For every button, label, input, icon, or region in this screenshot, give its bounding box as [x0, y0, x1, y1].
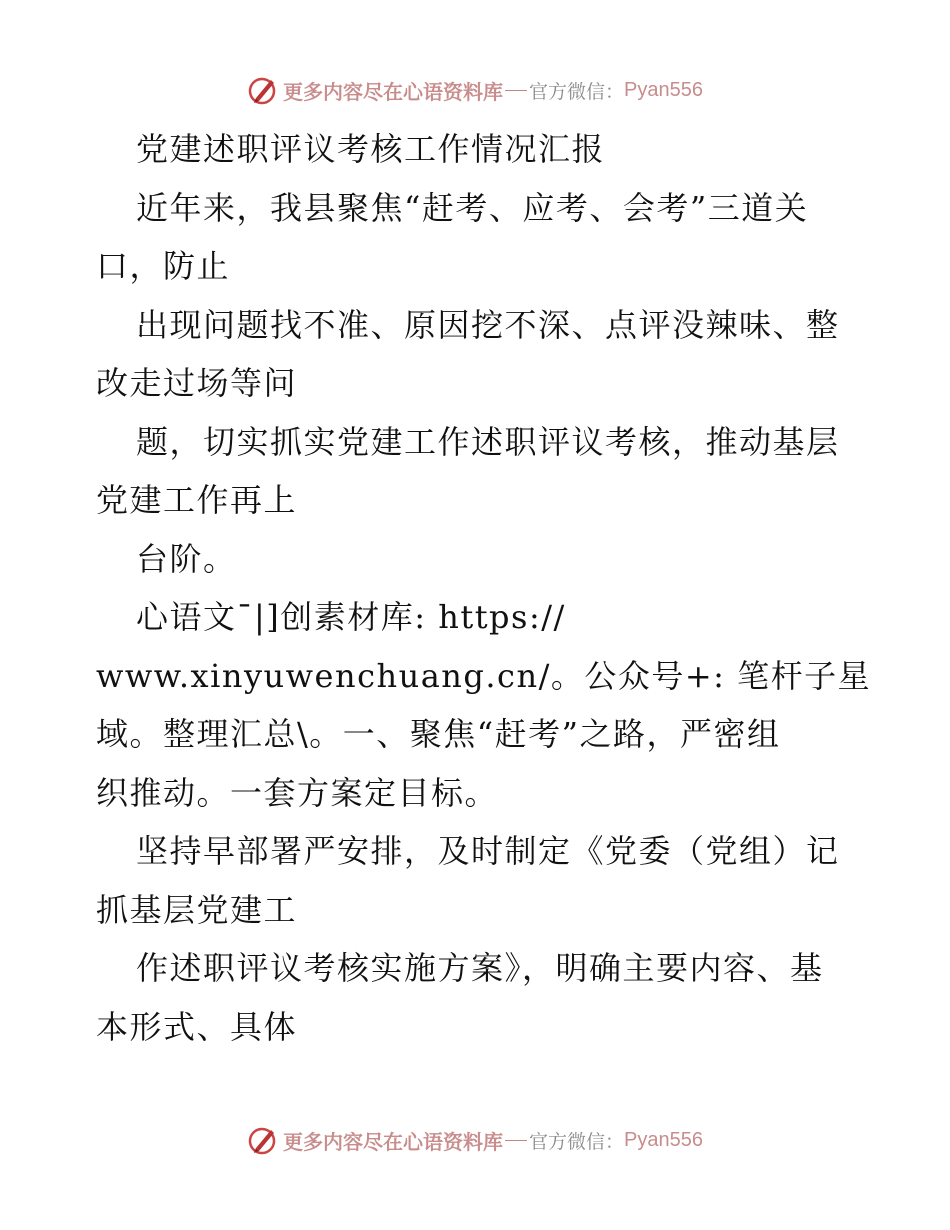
- text-line: 出现问题找不准、原因挖不深、点评没辣味、整: [136, 305, 840, 344]
- document-body: [96, 120, 872, 1056]
- banner-wechat-label: 官方微信：: [529, 80, 625, 103]
- banner-dash: [505, 90, 527, 91]
- pen-logo-icon: [247, 74, 279, 106]
- text-line: 口，防止: [96, 247, 231, 285]
- banner-main-text: 更多内容尽在心语资料库: [283, 79, 503, 104]
- text-line: 域。整理汇总\。一、聚焦“赶考”之路，严密组: [96, 715, 781, 753]
- text-line: 抓基层党建工: [96, 890, 298, 929]
- text-line: 坚持早部署严安排，及时制定《党委（党组）记: [136, 832, 840, 870]
- banner-wechat-id: Pyan556: [624, 78, 703, 101]
- text-line: 题，切实抓实党建工作述职评议考核，推动基层: [136, 422, 840, 461]
- text-line: 台阶。: [136, 539, 237, 578]
- text-line: 作述职评议考核实施方案》，明确主要内容、基: [136, 949, 824, 987]
- banner-wechat-label: 官方微信：: [529, 1130, 625, 1153]
- footer-banner: [0, 1120, 950, 1160]
- text-line: 本形式、具体: [96, 1007, 298, 1046]
- banner-dash: [505, 1140, 527, 1141]
- text-line: 党建工作再上: [96, 481, 298, 519]
- banner-wechat-id: Pyan556: [624, 1128, 703, 1151]
- text-line: 改走过场等问: [96, 364, 298, 402]
- banner-main-text: 更多内容尽在心语资料库: [283, 1129, 503, 1154]
- text-line: www.xinyuwenchuang.cn/。公众号+: 笔杆子星: [96, 656, 872, 695]
- text-line: 近年来，我县聚焦“赶考、应考、会考”三道关: [136, 188, 809, 227]
- pen-logo-icon: [247, 1124, 279, 1156]
- header-banner: [0, 70, 950, 110]
- text-line: 心语文¯|]创素材库: https://: [136, 598, 566, 636]
- text-line: 党建述职评议考核工作情况汇报: [136, 130, 606, 168]
- text-line: 织推动。一套方案定目标。: [96, 773, 499, 812]
